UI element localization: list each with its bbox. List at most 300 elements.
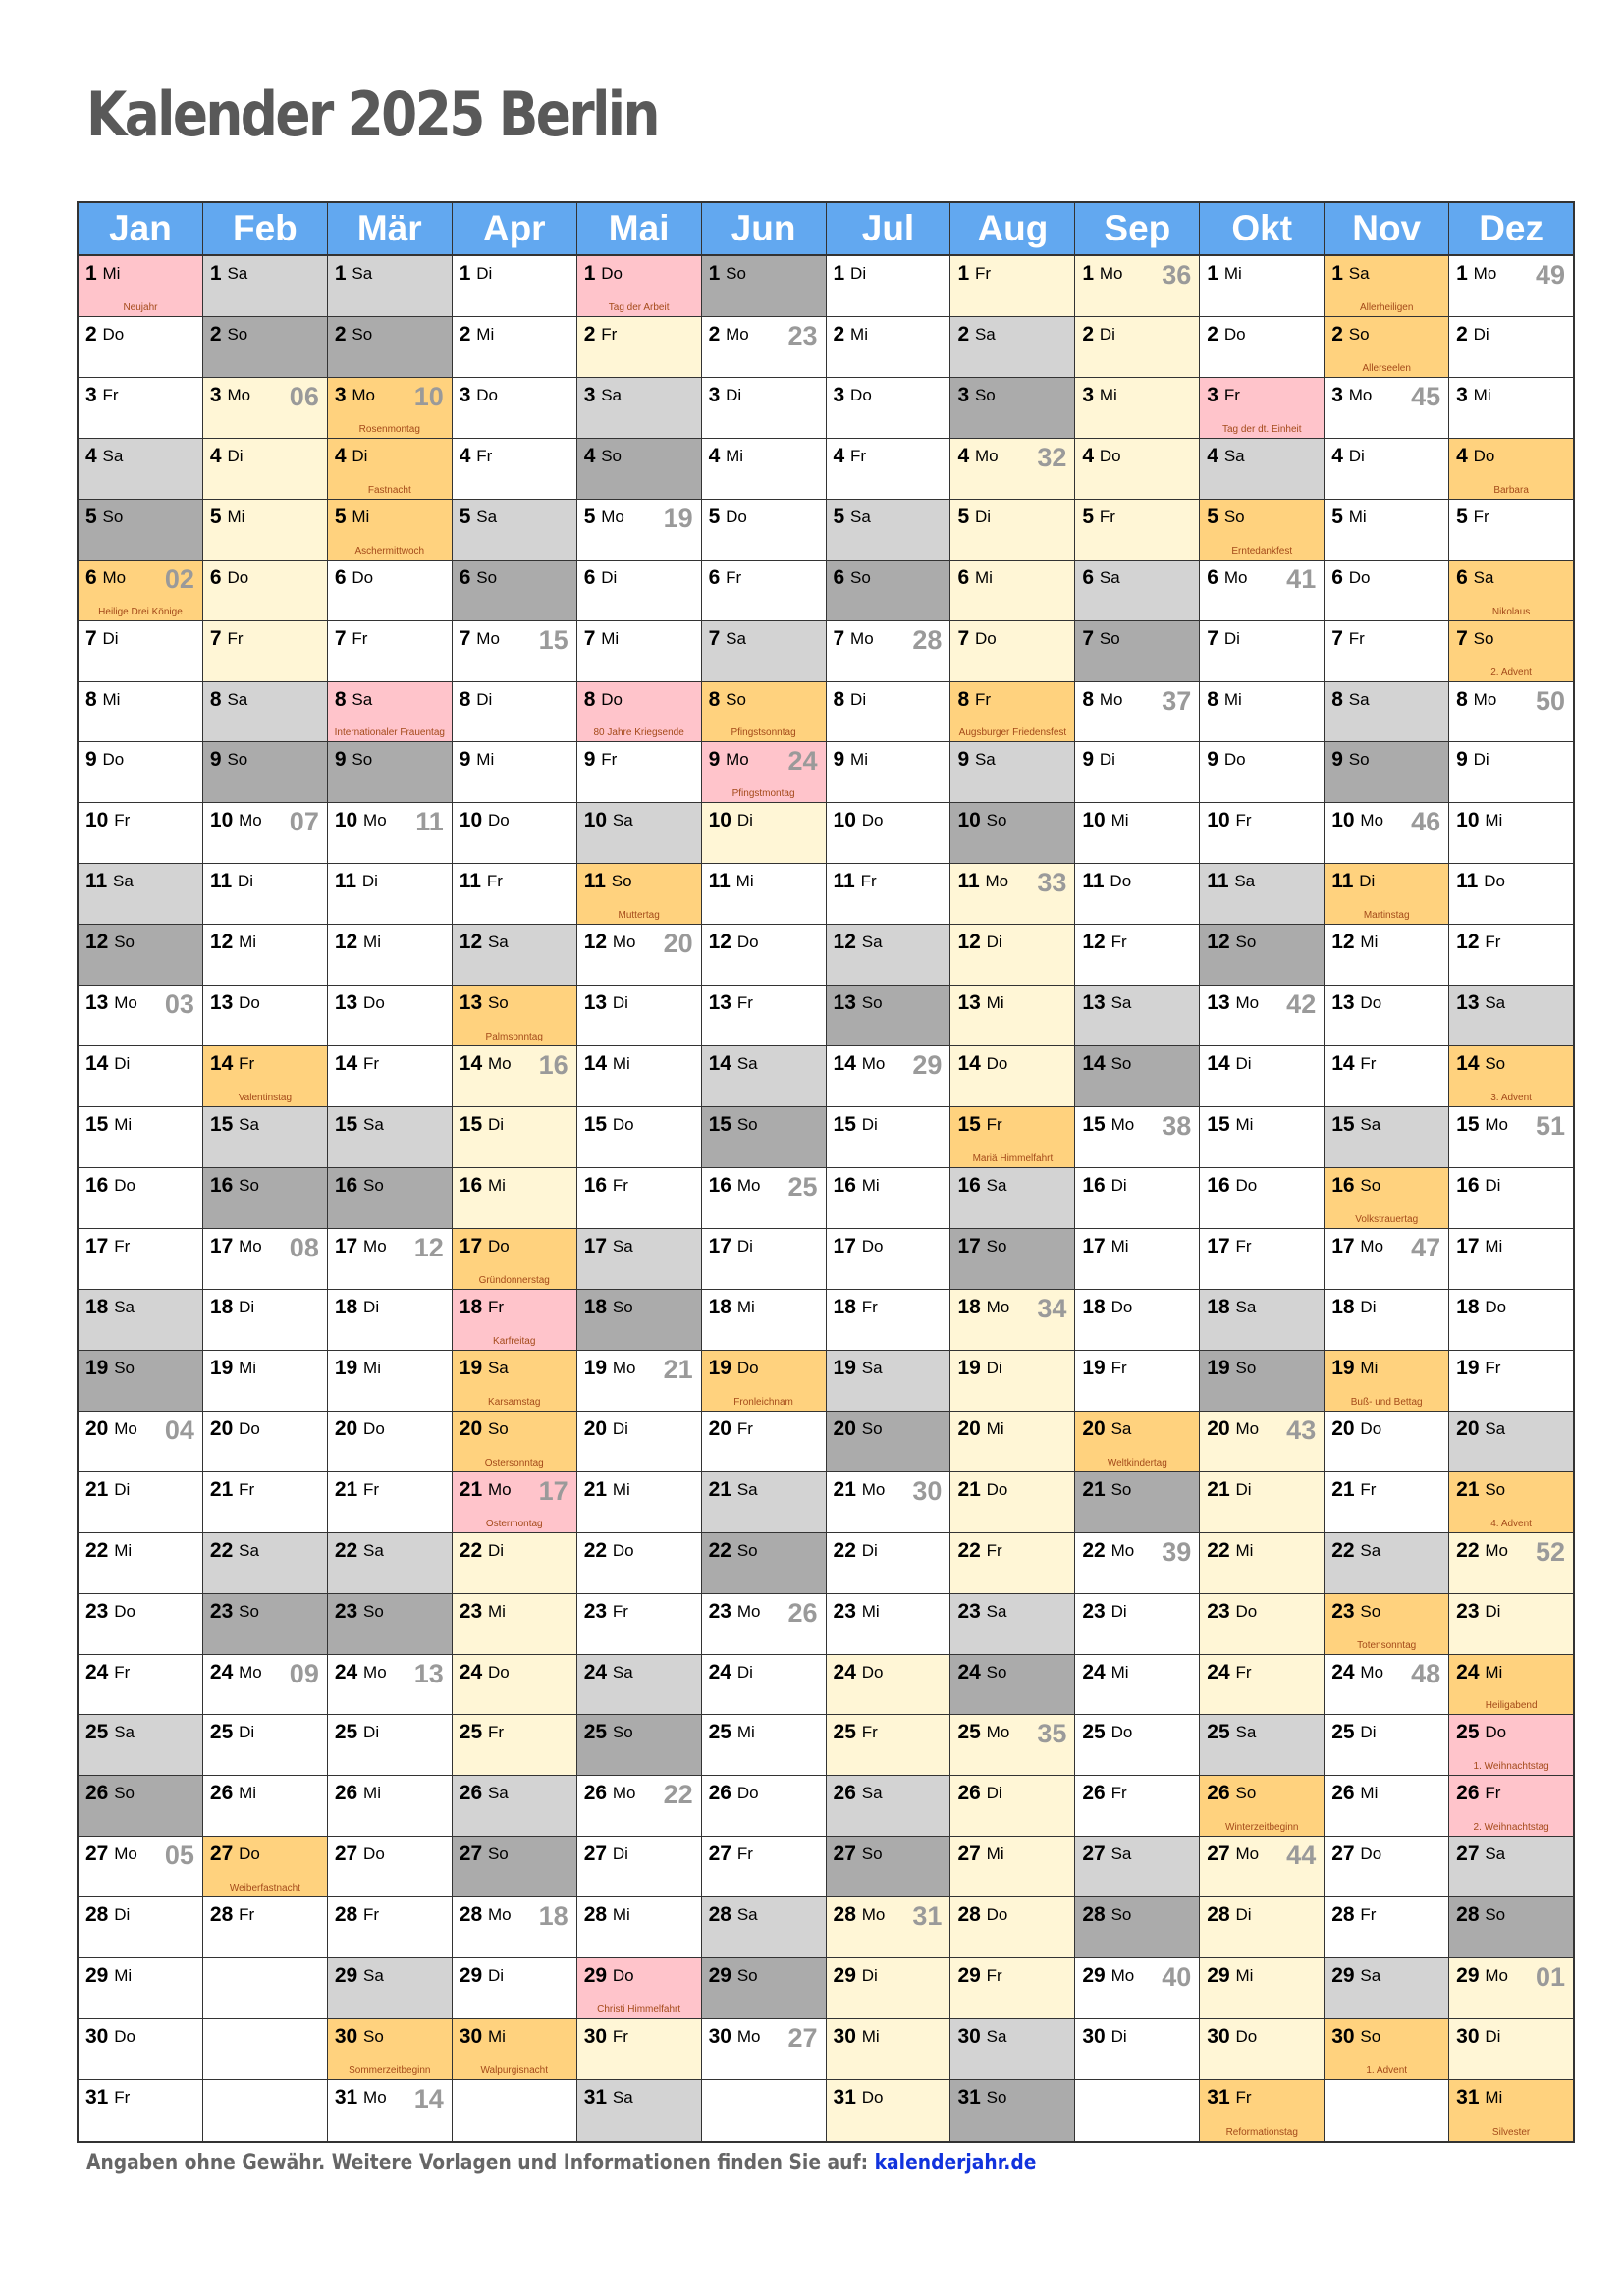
weekday-label: Fr — [974, 689, 992, 709]
day-cell — [1075, 317, 1199, 378]
weekday-abbr — [210, 322, 247, 346]
day-number: 12 — [708, 931, 731, 954]
weekday-label: Sa — [1485, 1418, 1506, 1438]
weekday-label: Mo — [986, 1297, 1010, 1316]
weekday-label: Di — [363, 1723, 380, 1742]
day-cell — [702, 1351, 826, 1412]
day-cell — [702, 1837, 826, 1897]
weekday-abbr — [1456, 869, 1505, 892]
weekday-abbr — [834, 505, 871, 528]
day-number: 31 — [957, 2086, 981, 2109]
weekday-label: Sa — [736, 1479, 758, 1499]
weekday-label: Di — [1223, 628, 1240, 648]
holiday-label: 80 Jahre Kriegsende — [593, 727, 684, 739]
day-cell — [702, 803, 826, 864]
day-cell — [702, 864, 826, 925]
weekday-abbr — [1082, 808, 1128, 831]
day-number: 22 — [583, 1538, 608, 1562]
weekday-abbr — [1207, 1842, 1259, 1865]
day-cell — [1200, 1533, 1324, 1594]
day-number: 11 — [459, 870, 481, 893]
day-cell — [453, 864, 576, 925]
day-number: 5 — [1082, 505, 1095, 528]
day-number: 28 — [583, 1903, 608, 1927]
day-number: 23 — [583, 1599, 608, 1623]
day-cell — [79, 1107, 202, 1168]
day-number: 18 — [708, 1295, 731, 1318]
day-cell — [203, 2080, 327, 2141]
weekday-abbr — [460, 1902, 512, 1926]
weekday-label: Mi — [1110, 811, 1129, 830]
day-number: 29 — [957, 1964, 981, 1988]
day-cell — [702, 742, 826, 803]
weekday-abbr — [709, 565, 742, 589]
day-cell — [1075, 1897, 1199, 1958]
day-number: 26 — [334, 1782, 358, 1805]
day-cell — [827, 2019, 950, 2080]
weekday-label: So — [736, 1966, 758, 1986]
weekday-abbr — [709, 1234, 753, 1257]
weekday-abbr — [1207, 2085, 1251, 2109]
day-number: 19 — [708, 1356, 731, 1379]
month-header: Sep — [1075, 203, 1199, 256]
week-number: 17 — [538, 1475, 568, 1506]
weekday-label: Fr — [861, 1297, 878, 1316]
weekday-abbr — [210, 1902, 254, 1926]
weekday-abbr — [210, 1416, 260, 1440]
day-cell — [577, 682, 701, 743]
weekday-abbr — [85, 1599, 135, 1623]
weekday-abbr — [335, 261, 372, 285]
day-cell — [1325, 1168, 1448, 1229]
weekday-label: Do — [736, 1784, 759, 1803]
weekday-label: Do — [239, 1844, 260, 1864]
weekday-label: Do — [850, 385, 872, 404]
weekday-label: Di — [476, 689, 493, 709]
day-number: 9 — [209, 748, 222, 772]
day-cell — [79, 621, 202, 682]
day-number: 8 — [1082, 687, 1095, 711]
day-number: 10 — [334, 809, 358, 832]
weekday-label: Sa — [861, 1358, 883, 1377]
weekday-abbr — [584, 444, 622, 467]
day-number: 13 — [1207, 991, 1230, 1015]
weekday-label: Mo — [736, 1601, 761, 1621]
weekday-abbr — [709, 1051, 758, 1075]
day-cell — [1200, 1594, 1324, 1655]
weekday-abbr — [460, 322, 494, 346]
weekday-abbr — [460, 990, 509, 1014]
weekday-label: Mi — [487, 1601, 506, 1621]
weekday-label: Di — [363, 1297, 380, 1316]
day-number: 6 — [459, 565, 471, 589]
day-cell — [203, 1046, 327, 1107]
weekday-label: Mi — [363, 1358, 381, 1377]
day-number: 3 — [1082, 383, 1095, 406]
day-cell — [1200, 378, 1324, 439]
weekday-label: So — [476, 567, 498, 587]
weekday-label: Di — [861, 1115, 878, 1135]
day-number: 19 — [85, 1356, 109, 1379]
weekday-abbr — [335, 1112, 384, 1136]
weekday-abbr — [584, 565, 618, 589]
day-cell — [453, 317, 576, 378]
weekday-label: Mi — [102, 263, 121, 283]
weekday-abbr — [834, 565, 871, 589]
weekday-label: Do — [239, 993, 260, 1013]
day-cell — [328, 1958, 452, 2019]
weekday-label: Fr — [1099, 507, 1115, 526]
day-cell — [79, 500, 202, 561]
weekday-label: Di — [612, 1844, 628, 1864]
weekday-abbr — [957, 1720, 1009, 1743]
weekday-abbr — [1331, 687, 1369, 711]
day-number: 4 — [833, 444, 845, 467]
weekday-label: Sa — [986, 2027, 1007, 2047]
weekday-abbr — [1207, 322, 1245, 346]
week-number: 45 — [1411, 381, 1441, 411]
day-number: 3 — [209, 383, 222, 406]
weekday-abbr — [85, 1477, 130, 1501]
weekday-label: Do — [476, 385, 499, 404]
weekday-label: Mo — [1235, 1418, 1260, 1438]
day-cell — [328, 1655, 452, 1716]
weekday-label: Mi — [102, 689, 121, 709]
weekday-label: Di — [601, 567, 618, 587]
day-number: 31 — [833, 2086, 856, 2109]
weekday-abbr — [1082, 565, 1119, 589]
day-cell — [203, 682, 327, 743]
week-number: 02 — [164, 563, 194, 594]
day-cell — [453, 1290, 576, 1351]
holiday-label: Rosenmontag — [358, 423, 420, 435]
day-cell — [1449, 1229, 1573, 1290]
week-number: 18 — [538, 1901, 568, 1932]
weekday-label: Di — [1473, 750, 1489, 770]
month-column — [702, 203, 827, 2141]
weekday-abbr — [957, 2024, 1006, 2048]
week-number: 06 — [289, 381, 319, 411]
weekday-label: Do — [974, 628, 997, 648]
day-cell — [203, 1958, 327, 2019]
weekday-abbr — [834, 2085, 884, 2109]
day-number: 7 — [1082, 626, 1095, 650]
day-number: 26 — [708, 1782, 731, 1805]
weekday-abbr — [210, 626, 244, 650]
weekday-label: Mi — [736, 1297, 755, 1316]
weekday-abbr — [1207, 1902, 1251, 1926]
weekday-label: Do — [1360, 993, 1382, 1013]
week-number: 26 — [787, 1597, 818, 1628]
day-number: 16 — [833, 1174, 856, 1198]
day-cell — [203, 1776, 327, 1837]
day-cell — [1075, 500, 1199, 561]
day-number: 9 — [833, 748, 845, 772]
day-number: 12 — [334, 931, 358, 954]
day-cell — [453, 1229, 576, 1290]
day-cell — [328, 1351, 452, 1412]
weekday-label: Do — [363, 993, 385, 1013]
weekday-abbr — [709, 1356, 759, 1379]
weekday-label: Do — [1485, 1723, 1507, 1742]
day-cell — [827, 1533, 950, 1594]
weekday-abbr — [834, 1112, 878, 1136]
weekday-abbr — [335, 808, 387, 831]
day-cell — [1449, 1776, 1573, 1837]
weekday-label: Sa — [102, 446, 124, 465]
weekday-abbr — [1331, 1477, 1376, 1501]
day-number: 9 — [1082, 748, 1095, 772]
day-number: 2 — [1456, 322, 1468, 346]
weekday-abbr — [85, 444, 123, 467]
day-cell — [453, 682, 576, 743]
day-number: 9 — [1207, 748, 1218, 772]
weekday-abbr — [460, 261, 493, 285]
holiday-label: Mariä Himmelfahrt — [972, 1153, 1054, 1165]
weekday-abbr — [584, 1660, 633, 1683]
day-cell — [827, 864, 950, 925]
weekday-abbr — [709, 1295, 755, 1318]
weekday-label: Di — [102, 628, 119, 648]
weekday-abbr — [1456, 1842, 1505, 1865]
holiday-label: Pfingstsonntag — [731, 727, 796, 739]
weekday-label: So — [986, 811, 1007, 830]
month-column — [203, 203, 328, 2141]
day-number: 12 — [957, 931, 981, 954]
week-number: 31 — [912, 1901, 943, 1932]
weekday-abbr — [957, 1781, 1001, 1804]
weekday-abbr — [709, 747, 749, 771]
day-number: 22 — [209, 1538, 234, 1562]
day-cell — [1075, 2080, 1199, 2141]
weekday-label: Sa — [1235, 1723, 1257, 1742]
day-cell — [1075, 1655, 1199, 1716]
day-number: 12 — [583, 931, 608, 954]
day-number: 4 — [708, 444, 721, 467]
weekday-abbr — [460, 808, 510, 831]
day-cell — [328, 986, 452, 1046]
day-cell — [1075, 1046, 1199, 1107]
month-header: Feb — [203, 203, 327, 256]
weekday-abbr — [210, 1477, 254, 1501]
weekday-label: Mi — [1360, 1784, 1379, 1803]
day-cell — [1075, 621, 1199, 682]
day-number: 13 — [1456, 991, 1480, 1015]
day-cell — [1449, 1897, 1573, 1958]
day-cell — [1200, 1958, 1324, 2019]
day-cell — [702, 1290, 826, 1351]
day-number: 10 — [209, 809, 234, 832]
week-number: 37 — [1162, 685, 1192, 716]
holiday-label: Palmsonntag — [485, 1032, 543, 1043]
day-cell — [1075, 1715, 1199, 1776]
weekday-abbr — [1331, 1781, 1378, 1804]
day-number: 20 — [708, 1416, 731, 1440]
weekday-label: Do — [861, 811, 884, 830]
weekday-label: Mo — [352, 385, 375, 404]
weekday-label: Fr — [726, 567, 742, 587]
weekday-label: Di — [736, 1236, 753, 1255]
weekday-abbr — [85, 808, 130, 831]
weekday-label: Do — [601, 263, 623, 283]
day-cell — [577, 1594, 701, 1655]
day-number: 20 — [1082, 1416, 1106, 1440]
day-number: 31 — [1207, 2086, 1230, 2109]
day-number: 18 — [1207, 1295, 1230, 1318]
weekday-label: So — [1223, 507, 1245, 526]
day-number: 5 — [334, 505, 347, 528]
weekday-label: Do — [1235, 1176, 1258, 1196]
weekday-abbr — [957, 1112, 1001, 1136]
holiday-label: Karfreitag — [493, 1335, 536, 1347]
weekday-label: Di — [986, 1358, 1002, 1377]
day-cell — [1325, 803, 1448, 864]
day-number: 22 — [957, 1538, 981, 1562]
weekday-label: Do — [1223, 750, 1246, 770]
weekday-abbr — [85, 990, 137, 1014]
weekday-label: Fr — [487, 1297, 505, 1316]
weekday-abbr — [210, 444, 244, 467]
day-number: 12 — [1207, 931, 1230, 954]
calendar-grid — [77, 201, 1575, 2143]
weekday-label: So — [114, 1358, 135, 1377]
day-number: 20 — [334, 1416, 358, 1440]
day-cell — [328, 1594, 452, 1655]
holiday-label: Reformationstag — [1225, 2127, 1298, 2139]
weekday-label: Di — [114, 1479, 131, 1499]
day-number: 15 — [1082, 1113, 1106, 1137]
day-cell — [79, 925, 202, 986]
day-cell — [1325, 925, 1448, 986]
weekday-label: Sa — [986, 1176, 1007, 1196]
weekday-label: Do — [1348, 567, 1371, 587]
weekday-abbr — [1456, 990, 1505, 1014]
weekday-abbr — [460, 1112, 504, 1136]
day-number: 5 — [1331, 505, 1343, 528]
weekday-abbr — [460, 1538, 504, 1562]
weekday-label: Fr — [861, 1723, 878, 1742]
day-cell — [577, 742, 701, 803]
weekday-abbr — [335, 2024, 384, 2048]
day-cell — [577, 621, 701, 682]
day-number: 26 — [1207, 1782, 1230, 1805]
day-cell — [1075, 1107, 1199, 1168]
day-cell — [702, 439, 826, 500]
weekday-label: Do — [1099, 446, 1121, 465]
weekday-label: So — [736, 1115, 758, 1135]
weekday-label: So — [1485, 1905, 1506, 1925]
weekday-abbr — [460, 747, 494, 771]
weekday-abbr — [957, 1295, 1009, 1318]
day-number: 13 — [459, 991, 483, 1015]
day-number: 13 — [334, 991, 358, 1015]
weekday-label: Fr — [363, 1905, 380, 1925]
day-cell — [203, 500, 327, 561]
weekday-abbr — [210, 1112, 259, 1136]
day-number: 13 — [209, 991, 234, 1015]
week-number: 38 — [1162, 1111, 1192, 1142]
day-number: 25 — [1207, 1721, 1230, 1744]
day-number: 1 — [85, 261, 97, 285]
week-number: 36 — [1162, 259, 1192, 290]
weekday-abbr — [957, 444, 998, 467]
day-cell — [1075, 256, 1199, 317]
day-number: 19 — [1456, 1356, 1480, 1379]
holiday-label: 2. Weihnachtstag — [1473, 1822, 1549, 1834]
weekday-label: Mo — [985, 872, 1009, 891]
day-number: 16 — [209, 1174, 234, 1198]
day-number: 24 — [209, 1660, 234, 1683]
day-number: 14 — [957, 1052, 981, 1076]
weekday-label: Do — [612, 1115, 634, 1135]
month-header: Nov — [1325, 203, 1448, 256]
weekday-label: Fr — [1360, 1905, 1377, 1925]
day-cell — [79, 256, 202, 317]
weekday-label: Sa — [986, 1601, 1007, 1621]
weekday-abbr — [85, 1720, 135, 1743]
weekday-label: Sa — [1110, 993, 1132, 1013]
weekday-label: Di — [1360, 1723, 1377, 1742]
day-cell — [453, 986, 576, 1046]
weekday-abbr — [335, 1660, 387, 1683]
day-number: 3 — [334, 383, 347, 406]
day-cell — [1200, 803, 1324, 864]
day-cell — [577, 1290, 701, 1351]
weekday-label: So — [363, 2027, 384, 2047]
day-cell — [827, 1655, 950, 1716]
day-cell — [1075, 561, 1199, 621]
weekday-label: Mo — [1099, 689, 1123, 709]
day-cell — [203, 1290, 327, 1351]
day-number: 16 — [334, 1174, 358, 1198]
day-cell — [1200, 742, 1324, 803]
day-cell — [1075, 1412, 1199, 1472]
day-number: 6 — [209, 565, 222, 589]
month-header: Mai — [577, 203, 701, 256]
day-number: 5 — [459, 505, 471, 528]
weekday-abbr — [709, 1902, 758, 1926]
weekday-label: Di — [850, 689, 867, 709]
day-cell — [950, 1655, 1074, 1716]
day-number: 24 — [708, 1660, 731, 1683]
month-header: Aug — [950, 203, 1074, 256]
weekday-abbr — [584, 1356, 636, 1379]
day-cell — [1200, 986, 1324, 1046]
footer-link[interactable]: kalenderjahr.de — [874, 2151, 1037, 2175]
holiday-label: Tag der dt. Einheit — [1221, 423, 1302, 435]
weekday-label: Fr — [476, 446, 493, 465]
day-number: 8 — [1207, 687, 1218, 711]
weekday-label: Do — [1473, 446, 1495, 465]
weekday-abbr — [1082, 322, 1115, 346]
day-cell — [1075, 742, 1199, 803]
weekday-abbr — [1331, 990, 1381, 1014]
weekday-label: Mo — [612, 1358, 636, 1377]
day-cell — [827, 439, 950, 500]
day-number: 18 — [85, 1295, 109, 1318]
day-cell — [1325, 1472, 1448, 1533]
day-cell — [702, 2080, 826, 2141]
weekday-abbr — [1331, 505, 1366, 528]
weekday-abbr — [85, 1842, 137, 1865]
day-number: 29 — [1456, 1964, 1480, 1988]
week-number: 27 — [787, 2023, 818, 2054]
day-number: 31 — [334, 2086, 358, 2109]
weekday-label: Di — [237, 872, 254, 891]
day-number: 21 — [334, 1477, 358, 1501]
weekday-abbr — [1456, 1720, 1506, 1743]
weekday-label: Sa — [487, 933, 509, 952]
